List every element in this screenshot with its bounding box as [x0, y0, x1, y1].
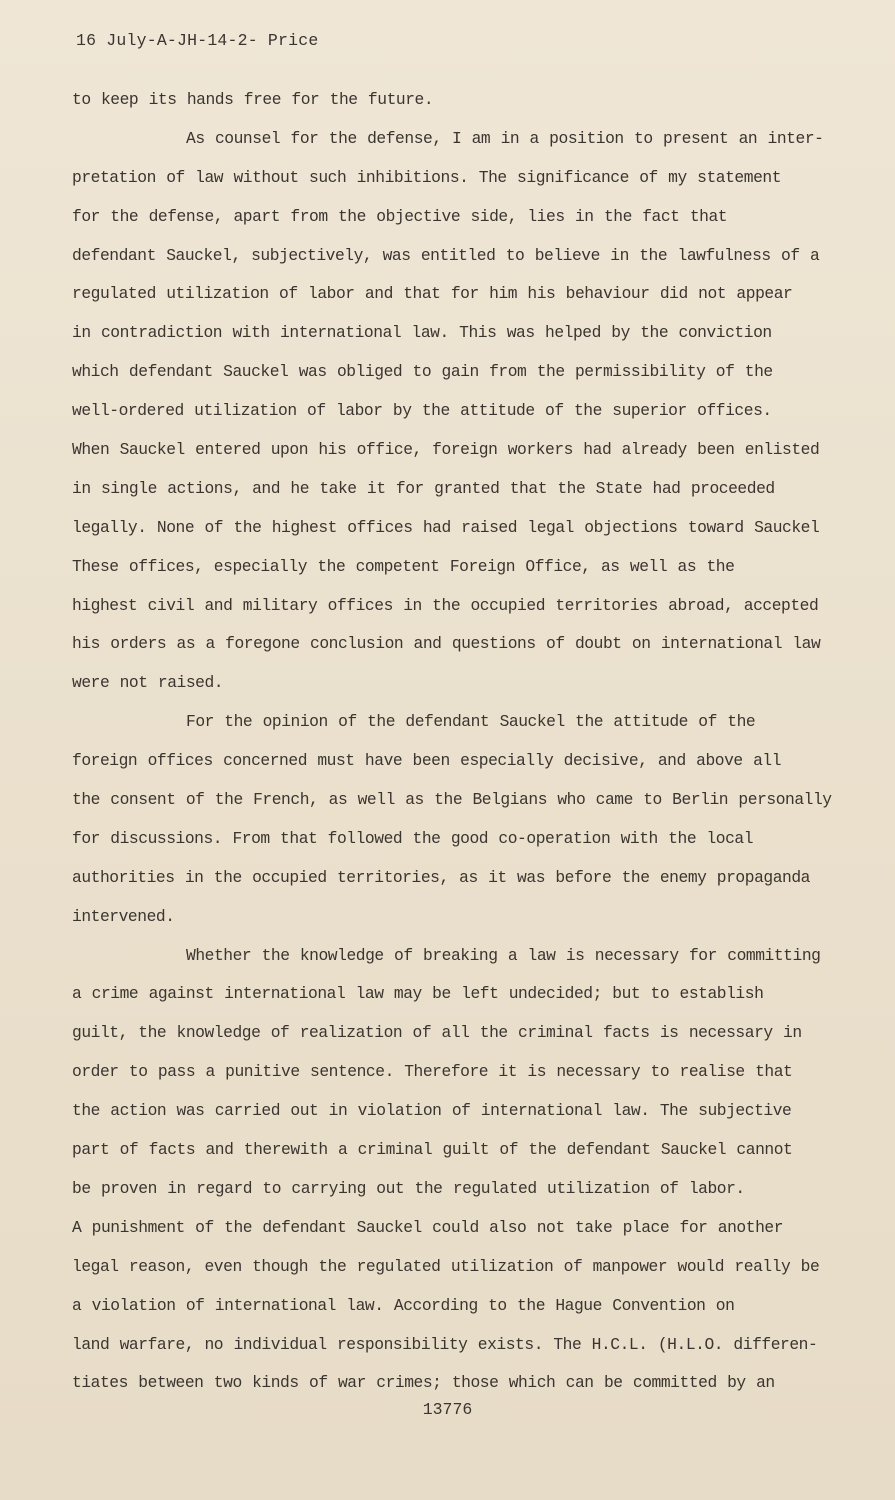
text-line: be proven in regard to carrying out the regulated utilization of labor.	[72, 1178, 745, 1198]
text-line: guilt, the knowledge of realization of all the criminal facts is necessary in	[72, 1023, 802, 1043]
page-header: 16 July-A-JH-14-2- Price	[76, 31, 319, 50]
page-number: 13776	[422, 1400, 473, 1419]
text-line: were not raised.	[72, 673, 224, 693]
text-line: to keep its hands free for the future.	[72, 90, 434, 109]
text-line: in single actions, and he take it for granted that the State had proceeded	[72, 478, 775, 498]
text-line: Whether the knowledge of breaking a law is necessary for committing	[186, 945, 821, 965]
text-line: a violation of international law. According to the Hague Convention on	[72, 1295, 735, 1315]
text-line: foreign offices concerned must have been especially decisive, and above all	[72, 751, 782, 771]
text-line: defendant Sauckel, subjectively, was entitled to believe in the lawfulness of a	[72, 245, 820, 265]
text-line: These offices, especially the competent Foreign Office, as well as the	[72, 556, 735, 576]
text-line: order to pass a punitive sentence. Therefore it is necessary to realise that	[72, 1062, 793, 1082]
text-line: highest civil and military offices in the occupied territories abroad, accepted	[72, 595, 819, 615]
text-line: A punishment of the defendant Sauckel could also not take place for another	[72, 1217, 784, 1237]
text-line: well-ordered utilization of labor by the attitude of the superior offices.	[72, 401, 772, 421]
text-line: When Sauckel entered upon his office, foreign workers had already been enlisted	[72, 440, 820, 460]
text-line: regulated utilization of labor and that for him his behaviour did not appear	[72, 284, 793, 304]
text-line: for discussions. From that followed the good co-operation with the local	[72, 828, 754, 848]
text-line: land warfare, no individual responsibility exists. The H.C.L. (H.L.O. differen-	[72, 1334, 818, 1354]
text-line: which defendant Sauckel was obliged to gain from the permissibility of the	[72, 362, 773, 382]
text-line: part of facts and therewith a criminal guilt of the defendant Sauckel cannot	[72, 1140, 793, 1160]
text-line: tiates between two kinds of war crimes; those which can be committed by an	[72, 1373, 775, 1393]
text-line: his orders as a foregone conclusion and questions of doubt on international law	[72, 634, 821, 654]
text-line: pretation of law without such inhibitions. The significance of my statement	[72, 167, 782, 187]
text-line: for the defense, apart from the objective side, lies in the fact that	[72, 206, 728, 226]
text-line: As counsel for the defense, I am in a position to present an inter-	[186, 128, 824, 148]
text-line: intervened.	[72, 906, 175, 926]
text-line: legal reason, even though the regulated utilization of manpower would really be	[72, 1256, 820, 1276]
text-line: in contradiction with international law. This was helped by the conviction	[72, 323, 772, 343]
text-line: legally. None of the highest offices had raised legal objections toward Sauckel	[72, 517, 820, 537]
text-line: For the opinion of the defendant Sauckel the attitude of the	[186, 712, 756, 732]
text-line: the consent of the French, as well as the Belgians who came to Berlin personally	[72, 790, 832, 810]
document-body	[72, 89, 852, 1411]
text-line: a crime against international law may be left undecided; but to establish	[72, 984, 764, 1004]
text-line: authorities in the occupied territories, as it was before the enemy propaganda	[72, 867, 810, 887]
text-line: the action was carried out in violation of international law. The subjective	[72, 1101, 792, 1121]
